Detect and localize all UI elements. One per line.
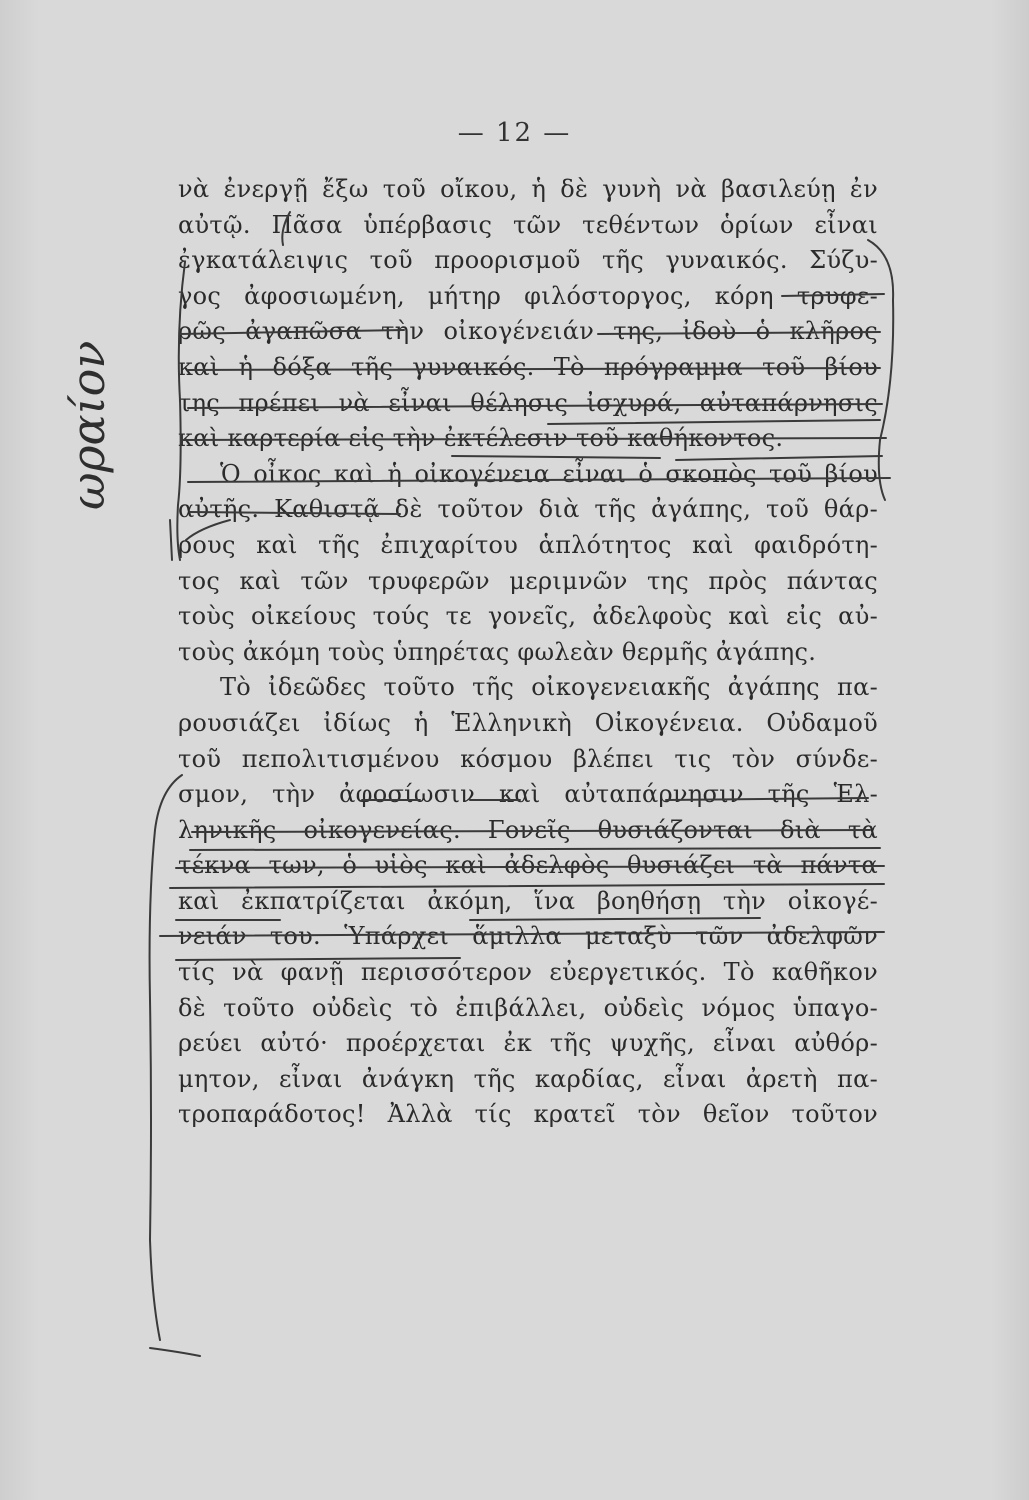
text-line: τίς νὰ φανῇ περισσότερον εὐεργετικός. Τὸ καθῆκον [178,958,878,987]
handwritten-margin-note [42,300,142,520]
text-line: ληνικῆς οἰκογενείας. Γονεῖς θυσιάζονται διὰ τὰ [178,815,878,844]
text-line: τος καὶ τῶν τρυφερῶν μεριμνῶν της πρὸς πάντας [178,566,878,595]
page-number: — 12 — [457,118,572,148]
text-line: τροπαράδοτος! Ἀλλὰ τίς κρατεῖ τὸν θεῖον τοῦτον [178,1100,878,1129]
body-text [178,172,878,1133]
text-line: αὐτῷ. Πᾶσα ὑπέρβασις τῶν τεθέντων ὁρίων εἶναι [178,210,878,239]
text-line: δὲ τοῦτο οὐδεὶς τὸ ἐπιβάλλει, οὐδεὶς νόμος ὑπαγο- [178,993,878,1022]
paragraph-start-line: Τὸ ἰδεῶδες τοῦτο τῆς οἰκογενειακῆς ἀγάπης πα- [220,673,878,702]
text-line: μητον, εἶναι ἀνάγκη τῆς καρδίας, εἶναι ἀρετὴ πα- [178,1064,878,1093]
text-line: σμον, τὴν ἀφοσίωσιν καὶ αὐταπάρνησιν τῆς Ἑλ- [178,780,878,809]
text-line: τοὺς οἰκείους τούς τε γονεῖς, ἀδελφοὺς καὶ εἰς αὐ- [178,602,878,631]
text-line: αὐτῆς. Καθιστᾷ δὲ τοῦτον διὰ τῆς ἀγάπης, τοῦ θάρ- [178,495,878,524]
text-line: τοῦ πεπολιτισμένου κόσμου βλέπει τις τὸν σύνδε- [178,744,878,773]
annotation-mark [170,520,172,560]
annotation-underline [150,1348,200,1356]
text-line: καὶ ἐκπατρίζεται ἀκόμη, ἵνα βοηθήσῃ τὴν οἰκογέ- [178,886,878,915]
text-line: ρουσιάζει ἰδίως ἡ Ἑλληνικὴ Οἰκογένεια. Οὐδαμοῦ [178,708,878,737]
text-line: της πρέπει νὰ εἶναι θέλησις ἰσχυρά, αὐταπάρνησις [178,388,878,417]
text-line: ρους καὶ τῆς ἐπιχαρίτου ἁπλότητος καὶ φαιδρότη- [178,530,878,559]
margin-note-text: ωραίον [61,340,115,510]
text-line: τέκνα των, ὁ υἱὸς καὶ ἀδελφὸς θυσιάζει τὰ πάντα [178,851,878,880]
text-line: ἐγκατάλειψις τοῦ προορισμοῦ τῆς γυναικός. Σύζυ- [178,246,878,275]
text-line: γος ἀφοσιωμένη, μήτηρ φιλόστοργος, κόρη τρυφε- [178,281,878,310]
text-line: ρῶς ἀγαπῶσα τὴν οἰκογένειάν της, ἰδοὺ ὁ κλῆρος [178,317,878,346]
text-line: νὰ ἐνεργῇ ἔξω τοῦ οἴκου, ἡ δὲ γυνὴ νὰ βασιλεύῃ ἐν [178,175,878,203]
text-line: νειάν του. Ὑπάρχει ἅμιλλα μεταξὺ τῶν ἀδελφῶν [178,922,878,951]
text-line: τοὺς ἀκόμη τοὺς ὑπηρέτας φωλεὰν θερμῆς ἀγάπης. [178,637,817,666]
paragraph-start-line: Ὁ οἶκος καὶ ἡ οἰκογένεια εἶναι ὁ σκοπὸς τοῦ βίου [220,459,878,488]
text-line: καὶ καρτερία εἰς τὴν ἐκτέλεσιν τοῦ καθήκοντος. [178,424,784,453]
text-line: καὶ ἡ δόξα τῆς γυναικός. Τὸ πρόγραμμα τοῦ βίου [178,352,878,381]
text-line: ρεύει αὐτό· προέρχεται ἐκ τῆς ψυχῆς, εἶναι αὐθόρ- [178,1029,878,1058]
